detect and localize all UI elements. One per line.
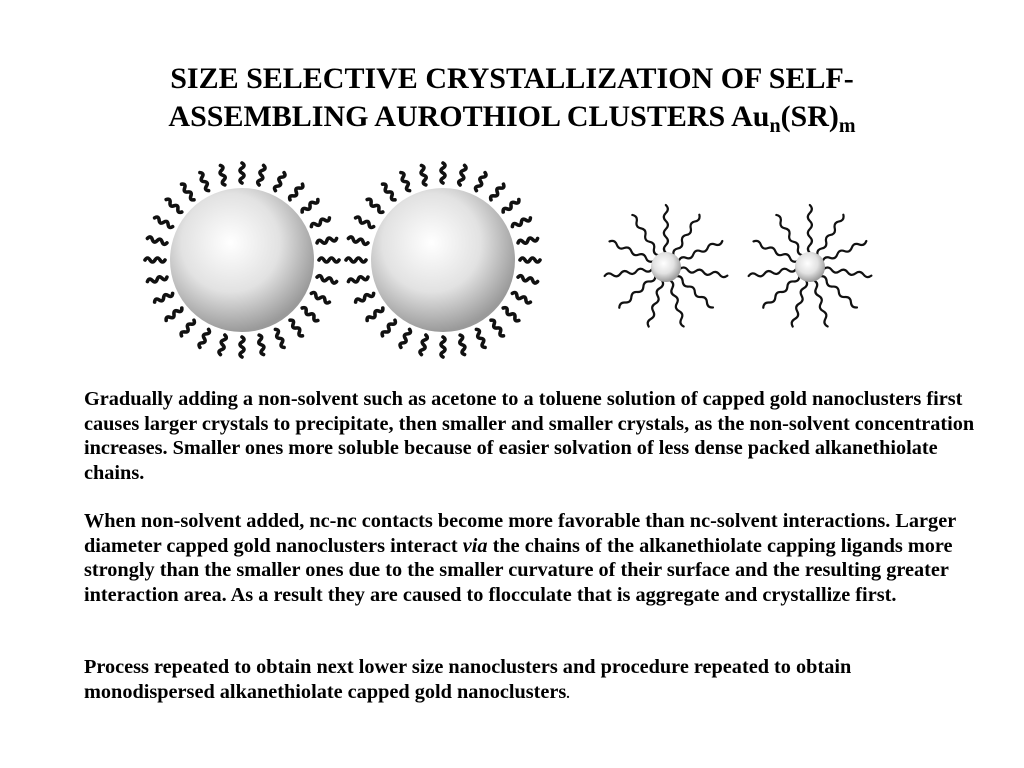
thiol-ligand: [355, 292, 375, 304]
thiol-ligand: [419, 335, 427, 355]
thiol-ligand: [317, 236, 337, 244]
alkane-chain: [631, 214, 660, 256]
thiol-ligand: [441, 337, 445, 357]
title-line-2-text: ASSEMBLING AUROTHIOL CLUSTERS Au: [168, 100, 770, 133]
thiol-ligand: [257, 335, 265, 355]
subscript-m: m: [838, 115, 856, 137]
gold-core-small: [651, 252, 681, 282]
thiol-ligand: [301, 198, 319, 214]
thiol-ligand: [518, 275, 538, 283]
small-capped-cluster-2: [748, 205, 871, 327]
thiol-ligand: [348, 236, 368, 244]
slide-title: [0, 60, 1024, 136]
thiol-ligand: [489, 183, 505, 201]
thiol-ligand: [441, 163, 445, 183]
thiol-ligand: [381, 319, 397, 337]
thiol-ligand: [198, 172, 210, 192]
alkane-chain: [680, 267, 728, 278]
thiol-ligand: [180, 319, 196, 337]
title-line-1: SIZE SELECTIVE CRYSTALLIZATION OF SELF-: [170, 62, 854, 95]
thiol-ligand: [512, 292, 532, 304]
alkane-chain: [822, 239, 867, 263]
thiol-ligand: [257, 165, 265, 185]
paragraph-3: [84, 655, 984, 707]
title-sr: (SR): [780, 100, 839, 133]
thiol-ligand: [366, 306, 384, 322]
thiol-ligand: [240, 337, 244, 357]
thiol-ligand: [198, 329, 210, 349]
alkane-chain: [753, 240, 798, 263]
paragraph-3-period: .: [566, 686, 570, 702]
thiol-ligand: [502, 306, 520, 322]
alkane-chain: [791, 280, 808, 327]
thiol-ligand: [317, 275, 337, 283]
thiol-ligand: [381, 183, 397, 201]
thiol-ligand: [319, 258, 339, 262]
thiol-ligand: [147, 275, 167, 283]
alkane-chain: [618, 275, 657, 310]
title-line-2: [0, 98, 1024, 136]
thiol-ligand: [180, 183, 196, 201]
thiol-ligand: [458, 165, 466, 185]
thiol-ligand: [311, 216, 331, 228]
paragraph-2-part-1: When non-solvent added, nc-nc contacts become more favorable than nc-solvent interactions. Larger diameter capped gold nanoclusters interact: [84, 510, 956, 557]
thiol-ligand: [218, 165, 226, 185]
thiol-ligand: [489, 319, 505, 337]
thiol-ligand: [502, 198, 520, 214]
thiol-ligand: [311, 292, 331, 304]
paragraph-1: Gradually adding a non-solvent such as acetone to a toluene solution of capped gold nanoclusters first causes larger crystals to precipitate, then smaller and smaller crystals, as the non-solvent concentration increases. Smaller ones more soluble because of easier solvation of less dense packed alkanethiolate chains.: [84, 388, 975, 484]
thiol-ligand: [399, 329, 411, 349]
alkane-chain: [808, 205, 812, 253]
thiol-ligand: [348, 275, 368, 283]
thiol-ligand: [288, 183, 304, 201]
alkane-chain: [824, 267, 872, 278]
thiol-ligand: [475, 329, 487, 349]
thiol-ligand: [154, 292, 174, 304]
thiol-ligand: [346, 258, 366, 262]
paragraph-2: [84, 509, 984, 607]
alkane-chain: [812, 280, 830, 327]
thiol-ligand: [154, 216, 174, 228]
italic-via: via: [462, 534, 488, 557]
thiol-ligand: [518, 236, 538, 244]
alkane-chain: [675, 275, 714, 309]
nanocluster-figure: [130, 160, 890, 370]
thiol-ligand: [512, 216, 532, 228]
thiol-ligand: [475, 172, 487, 192]
subscript-n: n: [769, 115, 781, 137]
alkane-chain: [664, 205, 668, 253]
alkane-chain: [762, 275, 801, 310]
large-capped-cluster-1: [145, 163, 339, 357]
gold-core-small: [795, 252, 825, 282]
thiol-ligand: [240, 163, 244, 183]
thiol-ligand: [355, 216, 375, 228]
alkane-chain: [668, 280, 686, 327]
alkane-chain: [819, 275, 858, 309]
alkane-chain: [604, 267, 652, 278]
alkane-chain: [775, 214, 804, 256]
thiol-ligand: [165, 306, 183, 322]
gold-core-sphere: [170, 188, 314, 332]
paragraph-2-part-2: the chains of the alkanethiolate capping ligands more strongly than the smaller ones due to the smaller curvature of their surface and the resulting greater interaction area. As a result they are caused to flocculate that is aggregate and crystallize first.: [84, 534, 953, 606]
thiol-ligand: [301, 306, 319, 322]
thiol-ligand: [165, 198, 183, 214]
thiol-ligand: [147, 236, 167, 244]
thiol-ligand: [288, 319, 304, 337]
alkane-chain: [748, 267, 796, 278]
thiol-ligand: [274, 329, 286, 349]
gold-core-sphere: [371, 188, 515, 332]
alkane-chain: [609, 240, 654, 263]
thiol-ligand: [366, 198, 384, 214]
small-capped-cluster-1: [604, 205, 727, 327]
paragraph-3-text: Process repeated to obtain next lower size nanoclusters and procedure repeated to obtain monodispersed alkanethiolate capped gold nanoclusters: [84, 656, 852, 703]
alkane-chain: [678, 239, 723, 263]
thiol-ligand: [218, 335, 226, 355]
thiol-ligand: [274, 172, 286, 192]
thiol-ligand: [520, 258, 540, 262]
alkane-chain: [647, 280, 664, 327]
large-capped-cluster-2: [346, 163, 540, 357]
thiol-ligand: [458, 335, 466, 355]
thiol-ligand: [145, 258, 165, 262]
thiol-ligand: [419, 165, 427, 185]
thiol-ligand: [399, 172, 411, 192]
